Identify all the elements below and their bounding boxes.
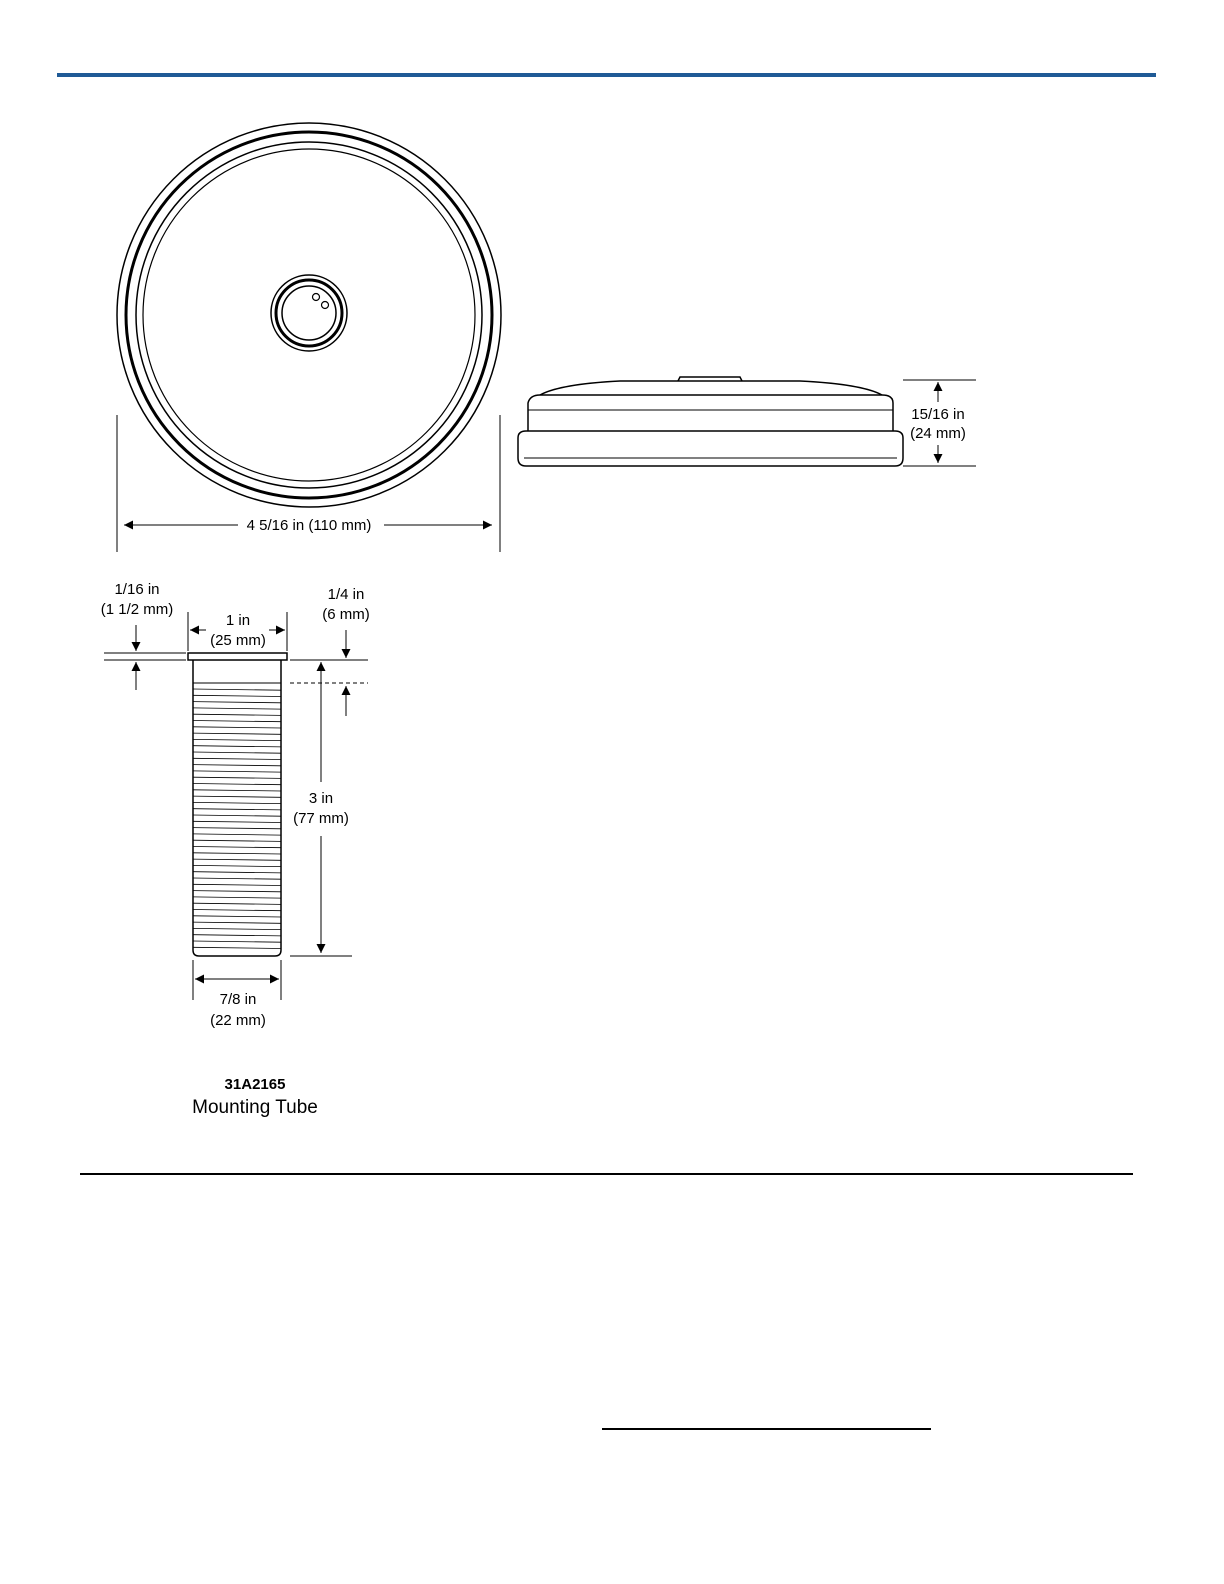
thread-line <box>193 790 281 791</box>
thread-line <box>193 834 281 835</box>
thread-line <box>193 714 281 715</box>
part-number: 31A2165 <box>224 1076 286 1093</box>
thread-line <box>193 922 281 923</box>
thread-line <box>193 708 281 709</box>
thread-line <box>193 796 281 797</box>
escutcheon-top-view <box>117 123 501 507</box>
height-label-mm: (24 mm) <box>910 425 966 442</box>
tube-threads <box>193 689 281 949</box>
tube-length-in: 3 in <box>308 790 334 807</box>
thread-line <box>193 941 281 942</box>
thread-line <box>193 809 281 810</box>
thread-line <box>193 695 281 696</box>
thread-line <box>193 910 281 911</box>
thread-line <box>193 947 281 948</box>
signature-line <box>602 1428 931 1430</box>
diameter-label: 4 5/16 in (110 mm) <box>246 517 372 534</box>
flange-thickness-in: 1/16 in <box>114 581 160 598</box>
flange-thickness-mm: (1 1/2 mm) <box>100 601 174 618</box>
unthreaded-length-in: 1/4 in <box>327 586 365 603</box>
tube-length-mm: (77 mm) <box>293 810 349 827</box>
thread-line <box>193 802 281 803</box>
escutcheon-side-view <box>518 377 903 466</box>
thread-line <box>193 765 281 766</box>
thread-line <box>193 771 281 772</box>
unthreaded-length-mm: (6 mm) <box>322 606 370 623</box>
thread-line <box>193 903 281 904</box>
thread-line <box>193 897 281 898</box>
thread-line <box>193 689 281 690</box>
height-dimension <box>903 380 976 466</box>
thread-line <box>193 758 281 759</box>
thread-line <box>193 847 281 848</box>
thread-line <box>193 733 281 734</box>
height-label-in: 15/16 in <box>911 406 965 423</box>
thread-line <box>193 916 281 917</box>
thread-line <box>193 828 281 829</box>
flange-width-in: 1 in <box>225 612 251 629</box>
flange-width-mm: (25 mm) <box>210 632 266 649</box>
unthreaded-length-dimension <box>290 630 368 716</box>
thread-line <box>193 777 281 778</box>
thread-line <box>193 739 281 740</box>
thread-line <box>193 840 281 841</box>
thread-line <box>193 727 281 728</box>
thread-line <box>193 928 281 929</box>
tube-diameter-mm: (22 mm) <box>210 1012 266 1029</box>
flange-thickness-dimension <box>104 625 186 690</box>
thread-line <box>193 752 281 753</box>
thread-line <box>193 884 281 885</box>
tube-length-dimension <box>290 662 352 956</box>
part-name: Mounting Tube <box>192 1097 318 1118</box>
thread-line <box>193 702 281 703</box>
thread-line <box>193 865 281 866</box>
thread-line <box>193 746 281 747</box>
thread-line <box>193 821 281 822</box>
section-divider <box>80 1173 1133 1175</box>
tube-diameter-in: 7/8 in <box>219 991 257 1008</box>
thread-line <box>193 891 281 892</box>
thread-line <box>193 784 281 785</box>
thread-line <box>193 721 281 722</box>
thread-line <box>193 878 281 879</box>
thread-line <box>193 853 281 854</box>
thread-line <box>193 859 281 860</box>
thread-line <box>193 935 281 936</box>
thread-line <box>193 872 281 873</box>
thread-line <box>193 815 281 816</box>
